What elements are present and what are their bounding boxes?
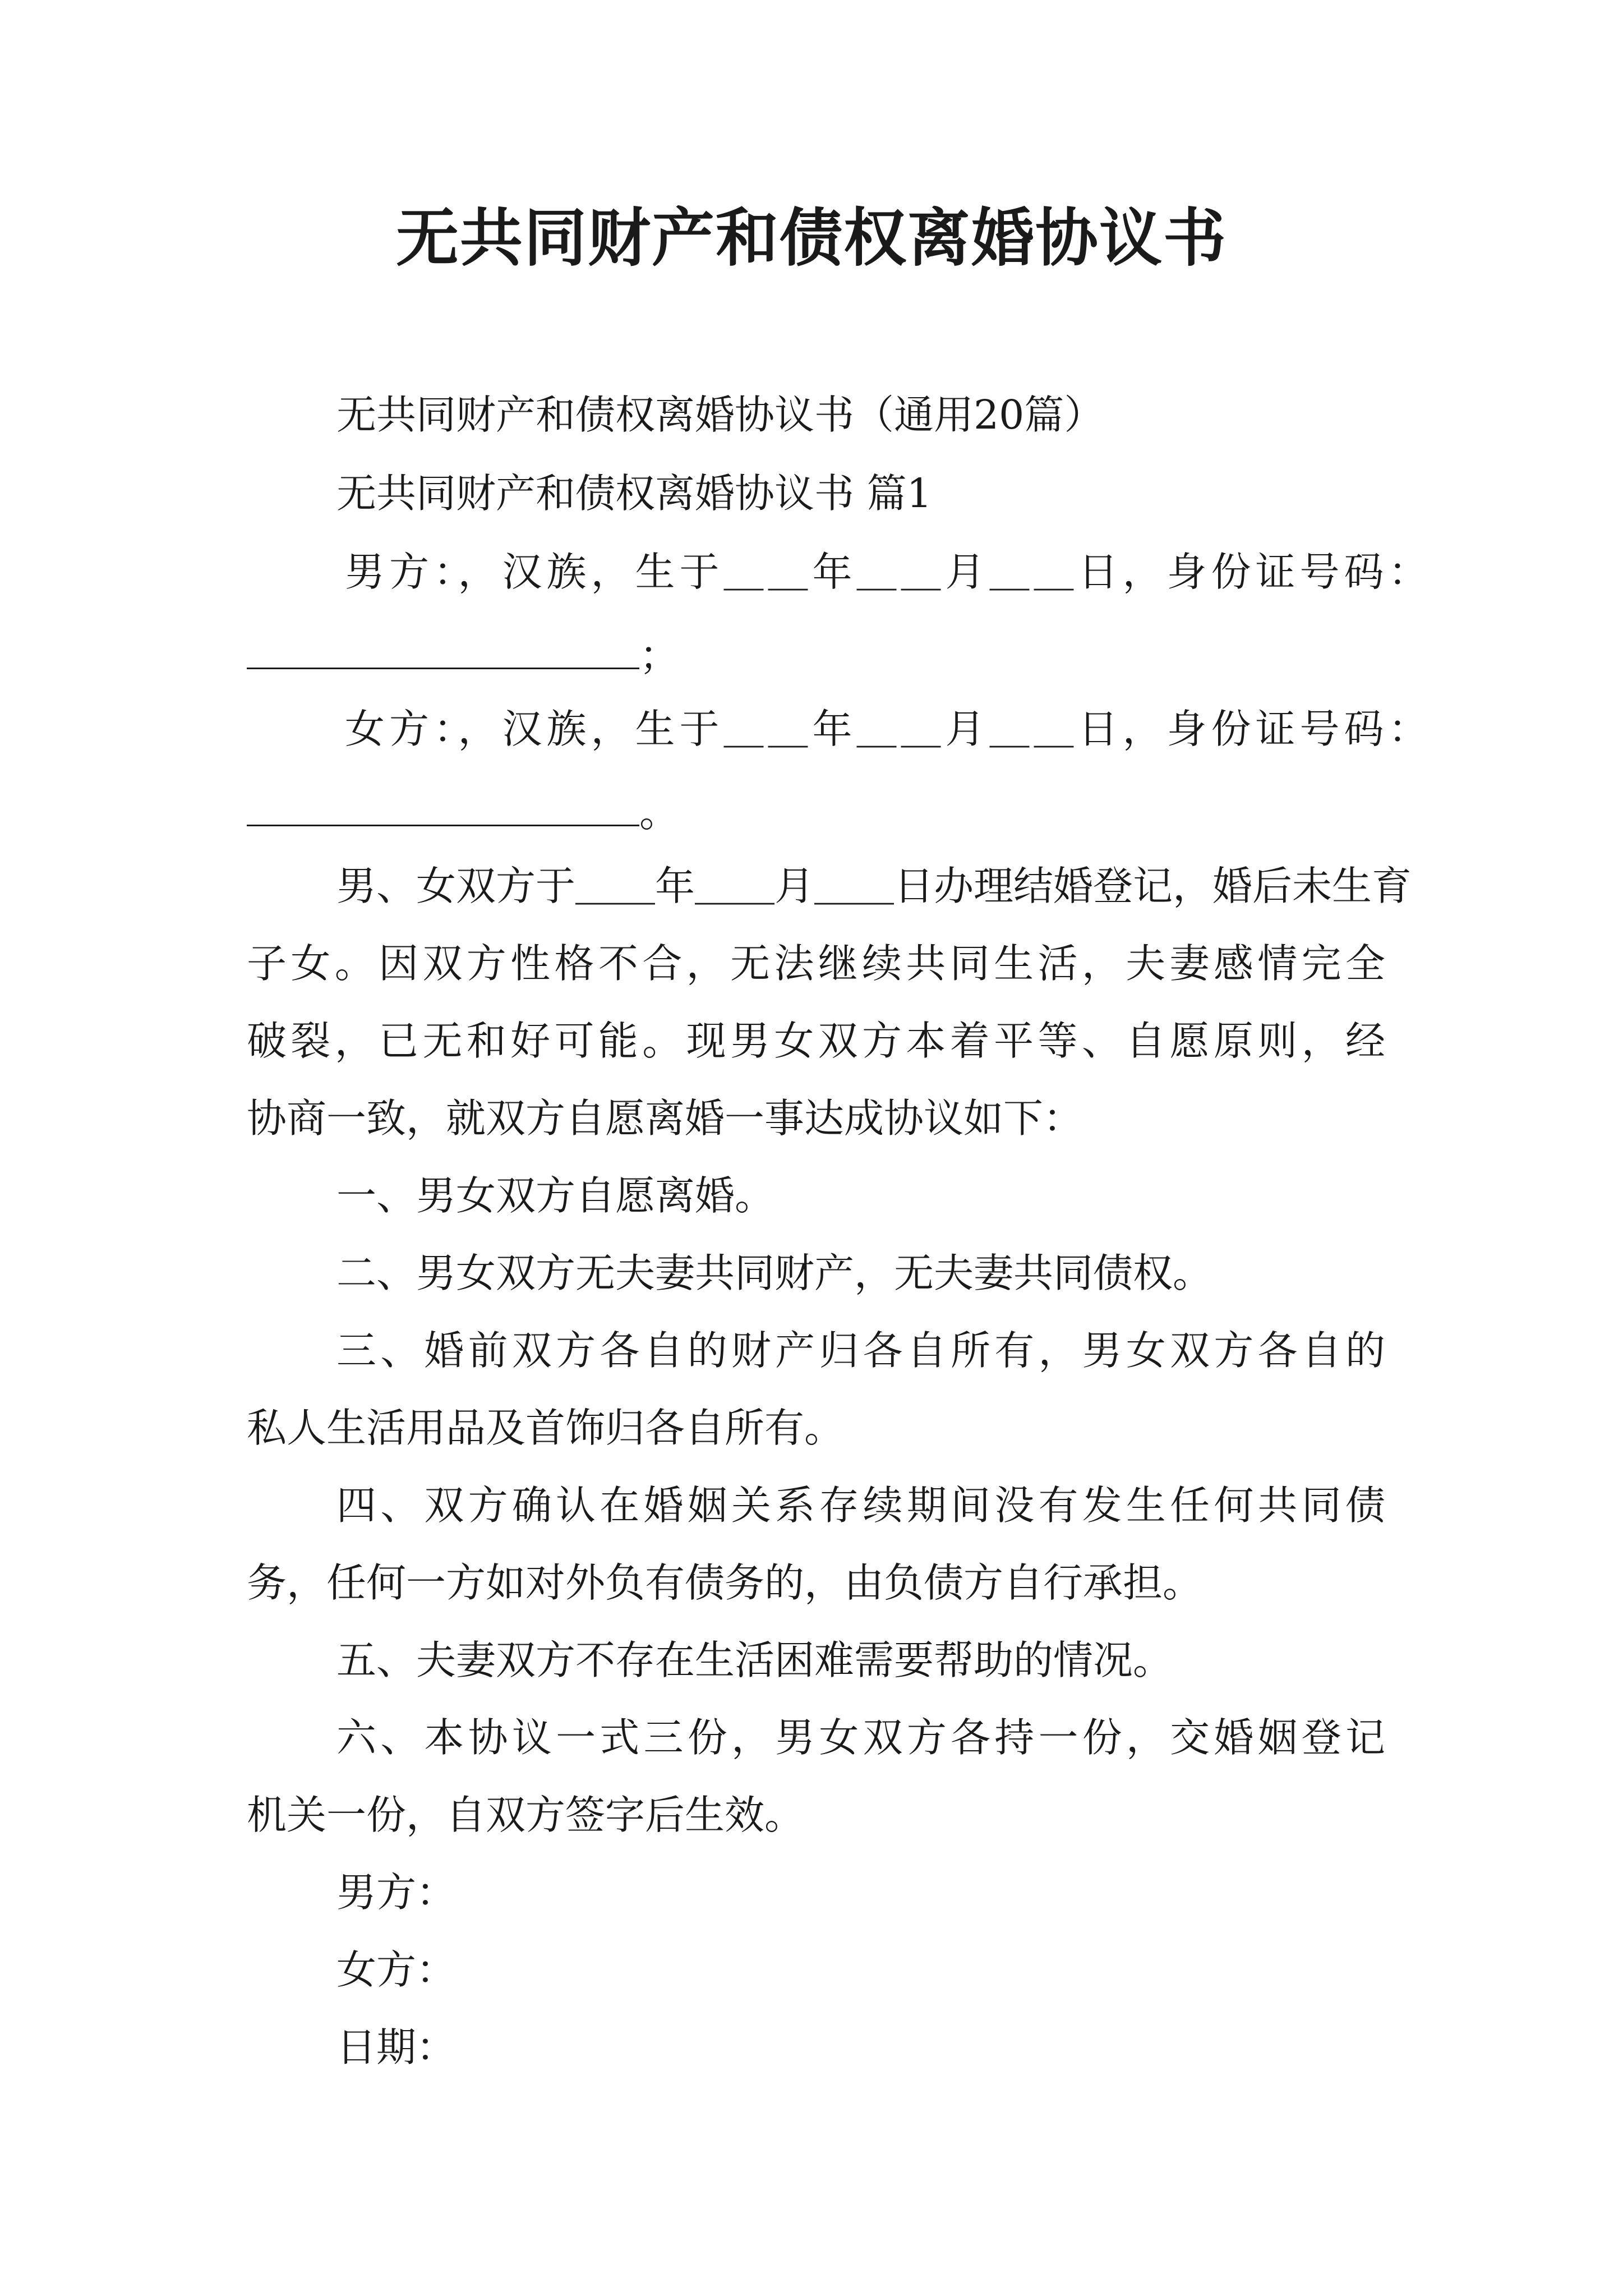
intro-line: 男、女双方于＿＿年＿＿月＿＿日办理结婚登记，婚后未生育	[336, 863, 1412, 909]
female-party-line: 女方：，汉族，生于＿＿年＿＿月＿＿日，身份证号码：	[345, 706, 1433, 752]
intro-line: 协商一致，就双方自愿离婚一事达成协议如下：	[247, 1095, 1083, 1142]
female-id-end: 。	[639, 789, 680, 836]
clause-6-line: 机关一份，自双方签字后生效。	[247, 1792, 805, 1838]
clause-6-line: 六、本协议一式三份，男女双方各持一份，交婚姻登记	[336, 1714, 1385, 1761]
female-id-line	[247, 780, 1385, 841]
clause-2: 二、男女双方无夫妻共同财产，无夫妻共同债权。	[336, 1250, 1213, 1296]
signature-date: 日期：	[336, 2024, 457, 2070]
clause-5: 五、夫妻双方不存在生活困难需要帮助的情况。	[336, 1637, 1173, 1683]
section-heading: 无共同财产和债权离婚协议书 篇1	[336, 470, 932, 517]
clause-4-line: 务，任何一方如对外负有债务的，由负债方自行承担。	[247, 1559, 1203, 1606]
male-party-line: 男方：，汉族，生于＿＿年＿＿月＿＿日，身份证号码：	[345, 549, 1433, 595]
female-id-blank	[247, 780, 639, 826]
document-subtitle: 无共同财产和债权离婚协议书（通用20篇）	[336, 392, 1104, 438]
intro-line: 破裂，已无和好可能。现男女双方本着平等、自愿原则，经	[247, 1018, 1385, 1064]
document-title: 无共同财产和债权离婚协议书	[396, 201, 1227, 275]
intro-line: 子女。因双方性格不合，无法继续共同生活，夫妻感情完全	[247, 940, 1385, 987]
clause-4-line: 四、双方确认在婚姻关系存续期间没有发生任何共同债	[336, 1482, 1385, 1529]
male-id-line	[247, 623, 1385, 684]
male-id-end: ；	[639, 632, 680, 679]
signature-male: 男方：	[336, 1869, 457, 1916]
signature-female: 女方：	[336, 1947, 457, 1993]
clause-1: 一、男女双方自愿离婚。	[336, 1172, 775, 1219]
male-id-blank	[247, 623, 639, 669]
clause-3-line: 三、婚前双方各自的财产归各自所有，男女双方各自的	[336, 1327, 1385, 1374]
clause-3-line: 私人生活用品及首饰归各自所有。	[247, 1405, 845, 1451]
